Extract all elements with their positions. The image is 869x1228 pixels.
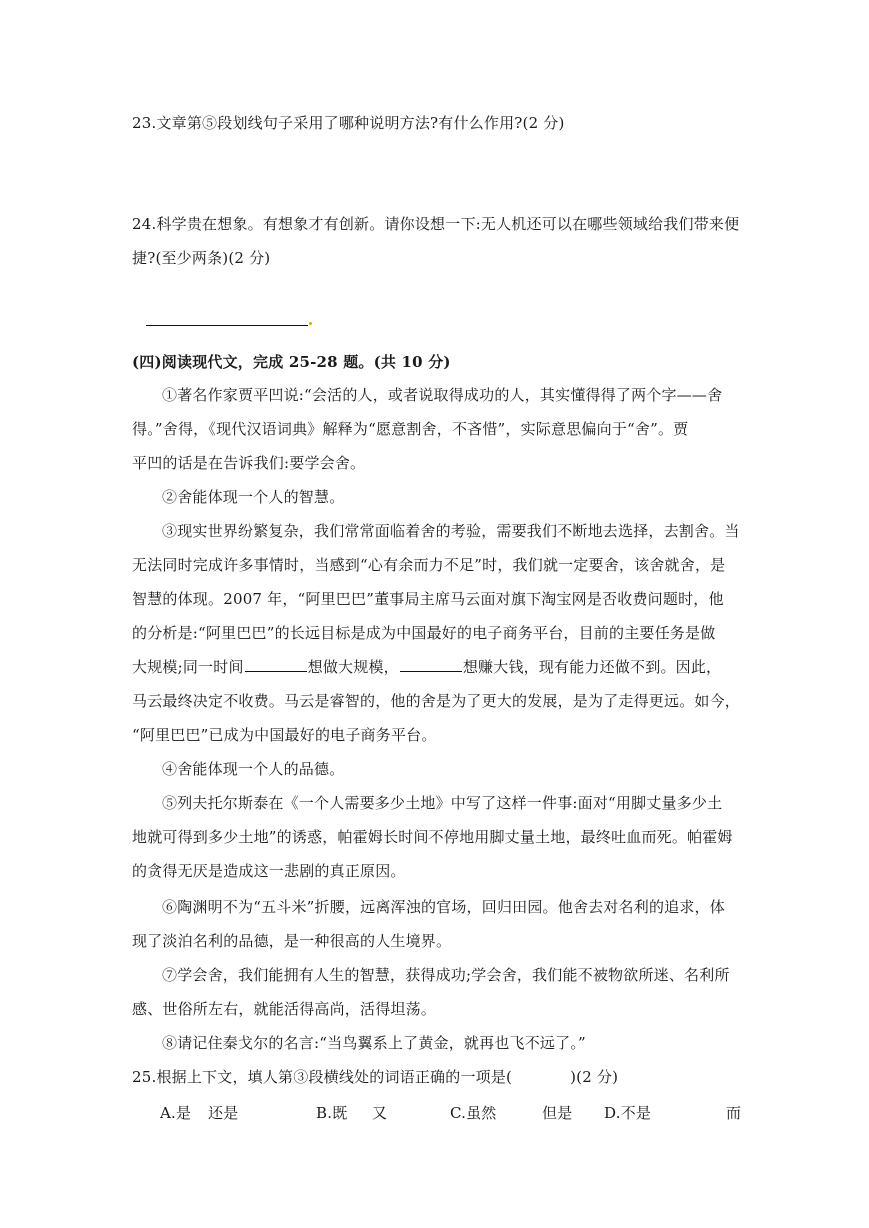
passage-p3-line-5-c: 想赚大钱，现有能力还做不到。因此， [462, 658, 722, 676]
question-25-stem [132, 1067, 742, 1087]
question-24-line-1: 24.科学贵在想象。有想象才有创新。请你设想一下:无人机还可以在哪些领域给我们带来便 [132, 215, 740, 233]
passage-p7-line-1: ⑦学会舍，我们能拥有人生的智慧，获得成功;学会舍，我们能不被物欲所迷、名利所 [162, 966, 730, 984]
question-24-line-2: 捷?(至少两条)(2 分) [132, 249, 271, 267]
passage-p1-line-1: ①著名作家贾平凹说:“会活的人，或者说取得成功的人，其实懂得得了两个字——舍 [162, 386, 723, 404]
passage-p3-line-5 [132, 657, 742, 677]
passage-p3-line-5-b: 想做大规模， [307, 658, 399, 676]
passage-p3-line-5-a: 大规模;同一时间 [132, 658, 244, 676]
passage-p3-line-3: 智慧的体现。2007 年，“阿里巴巴”董事局主席马云面对旗下淘宝网是否收费问题时，他 [132, 590, 724, 608]
option-d-second: 而 [726, 1104, 742, 1122]
passage-p8: ⑧请记住秦戈尔的名言:“当鸟翼系上了黄金，就再也飞不远了。” [162, 1034, 586, 1052]
option-c-label[interactable]: C.虽然 [450, 1104, 497, 1122]
question-23: 23.文章第⑤段划线句子采用了哪种说明方法?有什么作用?(2 分) [132, 114, 565, 132]
option-a-second: 还是 [208, 1104, 239, 1122]
passage-p3-line-2: 无法同时完成许多事情时，当感到“心有余而力不足”时，我们就一定要舍，该舍就舍，是 [132, 556, 726, 574]
passage-p7-line-2: 感、世俗所左右，就能活得高尚，活得坦荡。 [132, 1000, 437, 1018]
passage-p3-line-1: ③现实世界纷繁复杂，我们常常面临着舍的考验，需要我们不断地去选择，去割舍。当 [162, 522, 740, 540]
passage-p5-line-1: ⑤列夫托尔斯泰在《一个人需要多少土地》中写了这样一件事:面对“用脚丈量多少土 [162, 794, 723, 812]
option-b-label[interactable]: B.既 [316, 1104, 348, 1122]
passage-p3-line-7: “阿里巴巴”已成为中国最好的电子商务平台。 [132, 726, 437, 744]
passage-p1-line-3: 平凹的话是在告诉我们:要学会舍。 [132, 454, 366, 472]
option-b-second: 又 [372, 1104, 388, 1122]
section-4-heading: (四)阅读现代文，完成 25-28 题。(共 10 分) [132, 353, 451, 371]
passage-p4: ④舍能体现一个人的品德。 [162, 760, 345, 778]
option-d-label[interactable]: D.不是 [604, 1104, 652, 1122]
option-c-second: 但是 [542, 1104, 573, 1122]
passage-p2: ②舍能体现一个人的智慧。 [162, 488, 345, 506]
question-25-stem-a: 25.根据上下文，填人第③段横线处的词语正确的一项是( [132, 1068, 513, 1086]
option-a-label[interactable]: A.是 [160, 1104, 192, 1122]
fill-blank-2[interactable] [400, 657, 462, 672]
fill-blank-1[interactable] [245, 657, 307, 672]
question-25-stem-b: )(2 分) [570, 1068, 619, 1086]
passage-p5-line-2: 地就可得到多少土地”的诱惑，帕霍姆长时间不停地用脚丈量土地，最终吐血而死。帕霍姆 [132, 828, 733, 846]
passage-p3-line-6: 马云最终决定不收费。马云是睿智的，他的舍是为了更大的发展，是为了走得更远。如今， [132, 692, 741, 710]
passage-p1-line-2: 得。”舍得，《现代汉语词典》解释为“愿意割舍，不吝惜”，实际意思偏向于“舍”。贾 [132, 420, 689, 438]
answer-line-mark [309, 322, 312, 325]
passage-p6-line-1: ⑥陶渊明不为“五斗米”折腰，远离浑浊的官场，回归田园。他舍去对名利的追求，体 [162, 898, 725, 916]
passage-p3-line-4: 的分析是:“阿里巴巴”的长远目标是成为中国最好的电子商务平台，目前的主要任务是做 [132, 624, 716, 642]
answer-line [146, 325, 308, 326]
passage-p6-line-2: 现了淡泊名利的品德，是一种很高的人生境界。 [132, 932, 452, 950]
passage-p5-line-3: 的贪得无厌是造成这一悲剧的真正原因。 [132, 862, 406, 880]
